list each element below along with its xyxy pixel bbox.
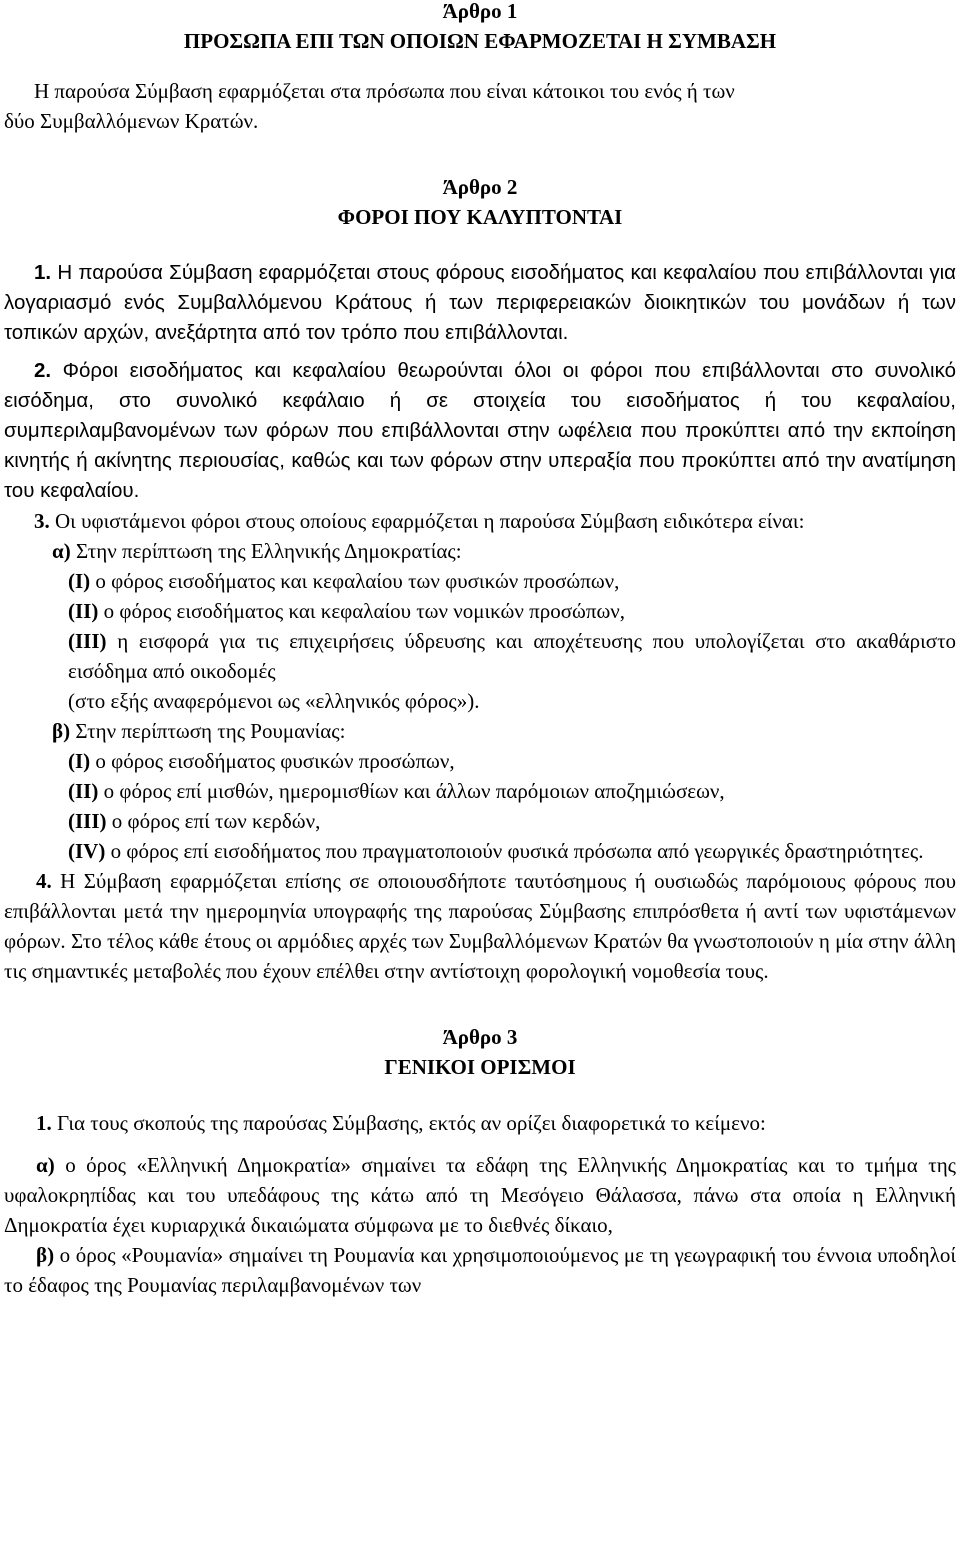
greece-tax-item: (ΙΙΙ) η εισφορά για τις επιχειρήσεις ύδρευσης και αποχέτευσης που υπολογίζεται στο ακαθάριστο εισόδημα από οικοδομές <box>68 629 957 683</box>
article-2-paragraph-3: 3. Οι υφιστάμενοι φόροι στους οποίους εφαρμόζεται η παρούσα Σύμβαση ειδικότερα είναι: <box>34 509 805 533</box>
romania-taxes-heading: β) Στην περίπτωση της Ρουμανίας: <box>52 719 346 743</box>
article-1-paragraph: Η παρούσα Σύμβαση εφαρμόζεται στα πρόσωπα που είναι κάτοικοι του ενός ή των <box>34 79 735 103</box>
definition-romania: β) ο όρος «Ρουμανία» σημαίνει τη Ρουμανία και χρησιμοποιούμενος με τη γεωγραφική του έννοια υποδηλοί το έδαφος της Ρουμανίας περιλαμβανομένων των <box>4 1243 956 1297</box>
greece-taxes-heading: α) Στην περίπτωση της Ελληνικής Δημοκρατίας: <box>52 539 462 563</box>
paragraph-number: 2. <box>34 359 52 382</box>
greece-tax-note: (στο εξής αναφερόμενοι ως «ελληνικός φόρος»). <box>68 689 480 713</box>
paragraph-number: 3. <box>34 509 50 533</box>
article-2-paragraph-2: 2. Φόροι εισοδήματος και κεφαλαίου θεωρούνται όλοι οι φόροι που επιβάλλονται στο συνολικό εισόδημα, στο συνολικό κεφάλαιο ή σε στοιχεία του εισοδήματος ή του κεφαλαίου, συμπεριλαμβανομένων των φόρων που επιβάλλονται στην ωφέλεια που προκύπτει από την εκποίηση κινητής ή ακίνητης περιουσίας, καθώς και των φόρων στην υπεραξία που προκύπτει από την ανατίμηση του κεφαλαίου. <box>4 359 956 502</box>
paragraph-number: 4. <box>36 869 52 893</box>
document-page <box>4 0 956 1300</box>
romania-tax-item: (Ι) ο φόρος εισοδήματος φυσικών προσώπων, <box>68 749 455 773</box>
article-2-title: Άρθρο 2 <box>442 175 518 199</box>
article-3-title: Άρθρο 3 <box>442 1025 518 1049</box>
paragraph-number: 1. <box>36 1111 52 1135</box>
greece-tax-item: (ΙΙ) ο φόρος εισοδήματος και κεφαλαίου των νομικών προσώπων, <box>68 599 626 623</box>
article-1-paragraph-cont: δύο Συμβαλλόμενων Κρατών. <box>4 109 259 133</box>
romania-tax-item: (ΙV) ο φόρος επί εισοδήματος που πραγματοποιούν φυσικά πρόσωπα από γεωργικές δραστηριότητες. <box>68 839 924 863</box>
greece-tax-item: (Ι) ο φόρος εισοδήματος και κεφαλαίου των φυσικών προσώπων, <box>68 569 620 593</box>
romania-tax-item: (ΙΙ) ο φόρος επί μισθών, ημερομισθίων και άλλων παρόμοιων αποζημιώσεων, <box>68 779 725 803</box>
romania-tax-item: (ΙΙΙ) ο φόρος επί των κερδών, <box>68 809 321 833</box>
paragraph-number: 1. <box>34 261 52 284</box>
article-2-paragraph-1: 1. Η παρούσα Σύμβαση εφαρμόζεται στους φόρους εισοδήματος και κεφαλαίου που επιβάλλονται για λογαριασμό ενός Συμβαλλόμενου Κράτους ή των περιφερειακών διοικητικών του μονάδων ή των τοπικών αρχών, ανεξάρτητα από τον τρόπο που επιβάλλονται. <box>4 261 956 344</box>
article-2-subtitle: ΦΟΡΟΙ ΠΟΥ ΚΑΛΥΠΤΟΝΤΑΙ <box>337 205 623 229</box>
article-2-paragraph-4: 4. Η Σύμβαση εφαρμόζεται επίσης σε οποιουσδήποτε ταυτόσημους ή ουσιωδώς παρόμοιους φόρους που επιβάλλονται μετά την ημερομηνία υπογραφής της παρούσας Σύμβασης επιπρόσθετα ή αντί των υφιστάμενων φόρων. Στο τέλος κάθε έτους οι αρμόδιες αρχές των Συμβαλλόμενων Κρατών θα γνωστοποιούν η μία στην άλλη τις σημαντικές μεταβολές που έχουν επέλθει στην αντίστοιχη φορολογική νομοθεσία τους. <box>4 869 956 983</box>
definition-greece: α) ο όρος «Ελληνική Δημοκρατία» σημαίνει τα εδάφη της Ελληνικής Δημοκρατίας και το τμήμα της υφαλοκρηπίδας και του υπεδάφους της κάτω από τη Μεσόγειο Θάλασσα, πάνω στα οποία η Ελληνική Δημοκρατία έχει κυριαρχικά δικαιώματα σύμφωνα με το διεθνές δίκαιο, <box>4 1153 957 1237</box>
article-1-subtitle: ΠΡΟΣΩΠΑ ΕΠΙ ΤΩΝ ΟΠΟΙΩΝ ΕΦΑΡΜΟΖΕΤΑΙ Η ΣΥΜΒΑΣΗ <box>183 29 777 53</box>
article-3-subtitle: ΓΕΝΙΚΟΙ ΟΡΙΣΜΟΙ <box>384 1055 576 1079</box>
article-3-paragraph-1: 1. Για τους σκοπούς της παρούσας Σύμβασης, εκτός αν ορίζει διαφορετικά το κείμενο: <box>36 1111 766 1135</box>
article-1-title: Άρθρο 1 <box>442 0 518 23</box>
